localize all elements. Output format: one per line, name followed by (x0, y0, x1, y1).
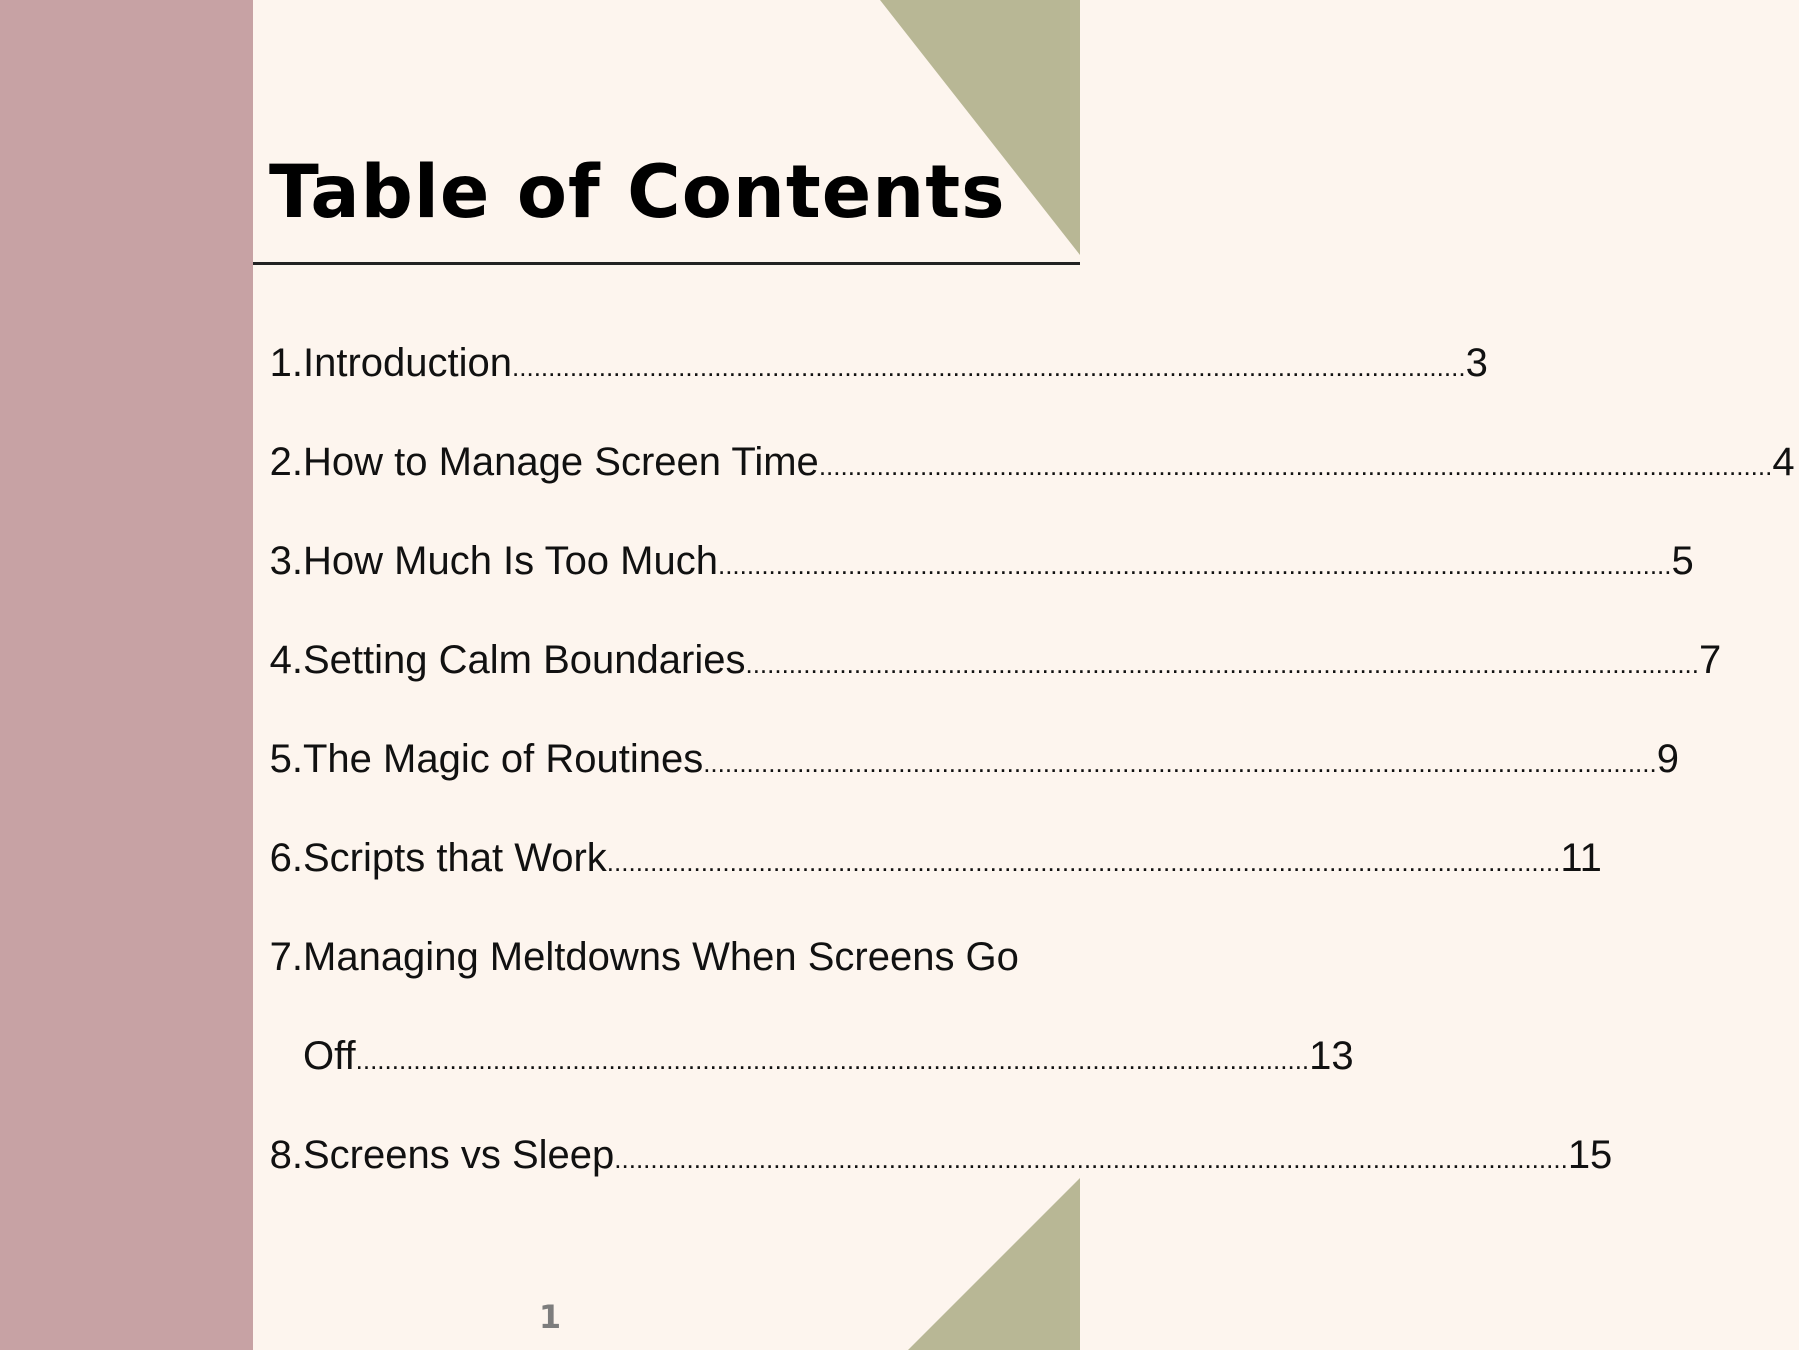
dot-leader: .................................................................................................................................... (703, 748, 1657, 778)
left-sidebar-band (0, 0, 253, 1350)
dot-leader: .................................................................................................................................... (606, 847, 1561, 877)
toc-entry-label: The Magic of Routines (303, 737, 704, 781)
toc-entry-manage-screen-time[interactable] (269, 432, 1795, 492)
toc-entry-label: Setting Calm Boundaries (303, 638, 746, 682)
toc-entry-label: Scripts that Work (303, 836, 607, 880)
dot-leader: .................................................................................................................................... (745, 649, 1699, 679)
dot-leader: .................................................................................................................................... (614, 1144, 1568, 1174)
toc-entry-page: 4 (1772, 440, 1795, 484)
toc-entry-page: 9 (1656, 737, 1679, 781)
toc-entry-number: 7. (269, 935, 303, 979)
toc-entry-number: 2. (269, 440, 303, 484)
title-divider (253, 262, 1080, 265)
toc-entry-too-much[interactable] (269, 531, 1694, 591)
toc-entry-number: 8. (269, 1133, 303, 1177)
toc-entry-sleep[interactable] (269, 1125, 1613, 1185)
toc-entry-number: 4. (269, 638, 303, 682)
toc-entry-number: 1. (269, 341, 303, 385)
toc-entry-label: How Much Is Too Much (303, 539, 718, 583)
toc-entry-calm-boundaries[interactable] (269, 630, 1722, 690)
bottom-right-corner-triangle (908, 1178, 1080, 1350)
toc-entry-meltdowns[interactable] (269, 927, 1080, 1087)
toc-entry-routines[interactable] (269, 729, 1679, 789)
dot-leader: .................................................................................................................................... (512, 352, 1466, 382)
toc-entry-page: 7 (1699, 638, 1722, 682)
toc-entry-label: Managing Meltdowns When Screens Go (303, 935, 1019, 979)
toc-entry-number: 6. (269, 836, 303, 880)
page-title: Table of Contents (269, 150, 1006, 235)
toc-entry-scripts[interactable] (269, 828, 1602, 888)
toc-entry-label: Introduction (303, 341, 513, 385)
toc-entry-number: 5. (269, 737, 303, 781)
dot-leader: .................................................................................................................................... (818, 451, 1773, 481)
toc-entry-introduction[interactable] (269, 333, 1488, 393)
toc-entry-page: 15 (1567, 1133, 1613, 1177)
toc-entry-page: 3 (1465, 341, 1488, 385)
toc-entry-number: 3. (269, 539, 303, 583)
toc-entry-page: 11 (1560, 836, 1602, 880)
toc-entry-label: Screens vs Sleep (303, 1133, 615, 1177)
dot-leader: .................................................................................................................................... (355, 1045, 1310, 1075)
page-number: 1 (538, 1298, 562, 1336)
dot-leader: .................................................................................................................................... (717, 550, 1672, 580)
toc-entry-label: How to Manage Screen Time (303, 440, 819, 484)
toc-entry-label-continued: Off (303, 1034, 356, 1078)
toc-entry-page: 5 (1671, 539, 1694, 583)
toc-entry-page: 13 (1309, 1034, 1354, 1078)
